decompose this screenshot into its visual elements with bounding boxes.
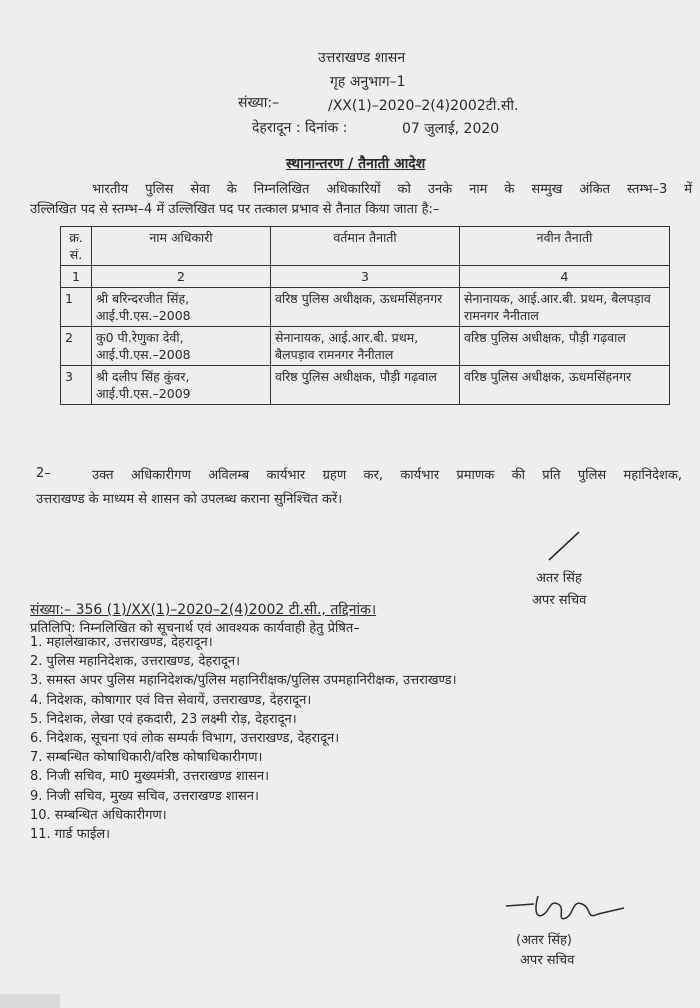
table-row [61,327,670,366]
signature-mark-2 [500,890,630,930]
row-new-posting: वरिष्ठ पुलिस अधीक्षक, पौड़ी गढ़वाल [460,327,670,366]
officer-service: आई.पी.एस.–2008 [96,347,191,362]
list-item: 9. निजी सचिव, मुख्य सचिव, उत्तराखण्ड शासन। [30,788,259,804]
intro-line-2: उल्लिखित पद से स्तम्भ–4 में उल्लिखित पद पर तत्काल प्रभाव से तैनात किया जाता है:– [30,202,440,217]
para2-line-1: उक्त अधिकारीगण अविलम्ब कार्यभार ग्रहण कर, कार्यभार प्रमाणक की प्रति पुलिस महानिदेशक, [92,468,682,483]
copy-intro: प्रतिलिपि: निम्नलिखित को सूचनार्थ एवं आवश्यक कार्यवाही हेतु प्रेषित– [30,621,360,636]
para2-line-2: उत्तराखण्ड के माध्यम से शासन को उपलब्ध कराना सुनिश्चित करें। [36,492,343,507]
header-current: वर्तमान तैनाती [271,227,460,266]
column-number-row [61,266,670,288]
header-new: नवीन तैनाती [460,227,670,266]
col-num-4: 4 [460,266,670,288]
list-item: 1. महालेखाकार, उत्तराखण्ड, देहरादून। [30,635,213,650]
list-item: 6. निदेशक, सूचना एवं लोक सम्पर्क विभाग, उत्तराखण्ड, देहरादून। [30,731,340,747]
row-name-cell [92,288,271,327]
government-heading: उत्तराखण्ड शासन [318,50,406,66]
row-name-cell [92,327,271,366]
officer-service: आई.पी.एस.–2008 [96,308,191,323]
list-item: 8. निजी सचिव, मा0 मुख्यमंत्री, उत्तराखण्ड शासन। [30,769,270,785]
order-number: /XX(1)–2020–2(4)2002टी.सी. [328,98,519,114]
signatory-2-designation: अपर सचिव [520,953,575,968]
order-title: स्थानान्तरण / तैनाती आदेश [286,156,426,172]
list-item: 5. निदेशक, लेखा एवं हकदारी, 23 लक्ष्मी रोड़, देहरादून। [30,711,297,727]
list-item: 11. गार्ड फाईल। [30,827,111,843]
officer-service: आई.पी.एस.–2009 [96,386,191,401]
row-sn: 2 [61,327,92,366]
list-item: 4. निदेशक, कोषागार एवं वित्त सेवायें, उत्तराखण्ड, देहरादून। [30,692,312,708]
header-name: नाम अधिकारी [92,227,271,266]
order-date: 07 जुलाई, 2020 [402,121,500,137]
header-sn: क्र. सं. [61,227,92,266]
department-heading: गृह अनुभाग–1 [330,74,406,90]
intro-line-1: भारतीय पुलिस सेवा के निम्नलिखित अधिकारियों को उनके नाम के सम्मुख अंकित स्तम्भ–3 में [92,182,692,197]
signatory-2-name: (अतर सिंह) [516,933,572,948]
row-current-posting: सेनानायक, आई.आर.बी. प्रथम, बैलपड़ाव रामनगर नैनीताल [271,327,460,366]
place-date-label: देहरादून : दिनांक : [252,120,348,136]
row-new-posting: सेनानायक, आई.आर.बी. प्रथम, बैलपड़ाव रामनगर नैनीताल [460,288,670,327]
table-row [61,288,670,327]
para2-number: 2– [36,466,51,481]
copy-number-line: संख्या:– 356 (1)/XX(1)–2020–2(4)2002 टी.सी., तद्दिनांक। [30,602,377,618]
col-num-2: 2 [92,266,271,288]
list-item: 10. सम्बन्धित अधिकारीगण। [30,807,167,823]
number-label: संख्या:– [238,95,280,111]
signatory-1-designation: अपर सचिव [532,593,587,608]
row-current-posting: वरिष्ठ पुलिस अधीक्षक, ऊधमसिंहनगर [271,288,460,327]
table-row [61,366,670,405]
copy-recipient-list [30,633,457,844]
signature-mark-1 [545,528,585,564]
row-current-posting: वरिष्ठ पुलिस अधीक्षक, पौड़ी गढ़वाल [271,366,460,405]
officer-name: श्री बरिन्दरजीत सिंह, [96,291,190,306]
scan-corner-smudge [0,994,60,1008]
col-num-3: 3 [271,266,460,288]
signatory-1-name: अतर सिंह [536,571,582,586]
row-new-posting: वरिष्ठ पुलिस अधीक्षक, ऊधमसिंहनगर [460,366,670,405]
row-sn: 1 [61,288,92,327]
list-item: 3. समस्त अपर पुलिस महानिदेशक/पुलिस महानिरीक्षक/पुलिस उपमहानिरीक्षक, उत्तराखण्ड। [30,673,457,689]
officer-name: श्री दलीप सिंह कुंवर, [96,369,190,384]
row-name-cell [92,366,271,405]
col-num-1: 1 [61,266,92,288]
row-sn: 3 [61,366,92,405]
list-item: 7. सम्बन्धित कोषाधिकारी/वरिष्ठ कोषाधिकारीगण। [30,750,263,766]
transfer-table [60,226,670,405]
table-header-row [61,227,670,266]
list-item: 2. पुलिस महानिदेशक, उत्तराखण्ड, देहरादून। [30,654,240,670]
officer-name: कु0 पी.रेणुका देवी, [96,330,184,345]
